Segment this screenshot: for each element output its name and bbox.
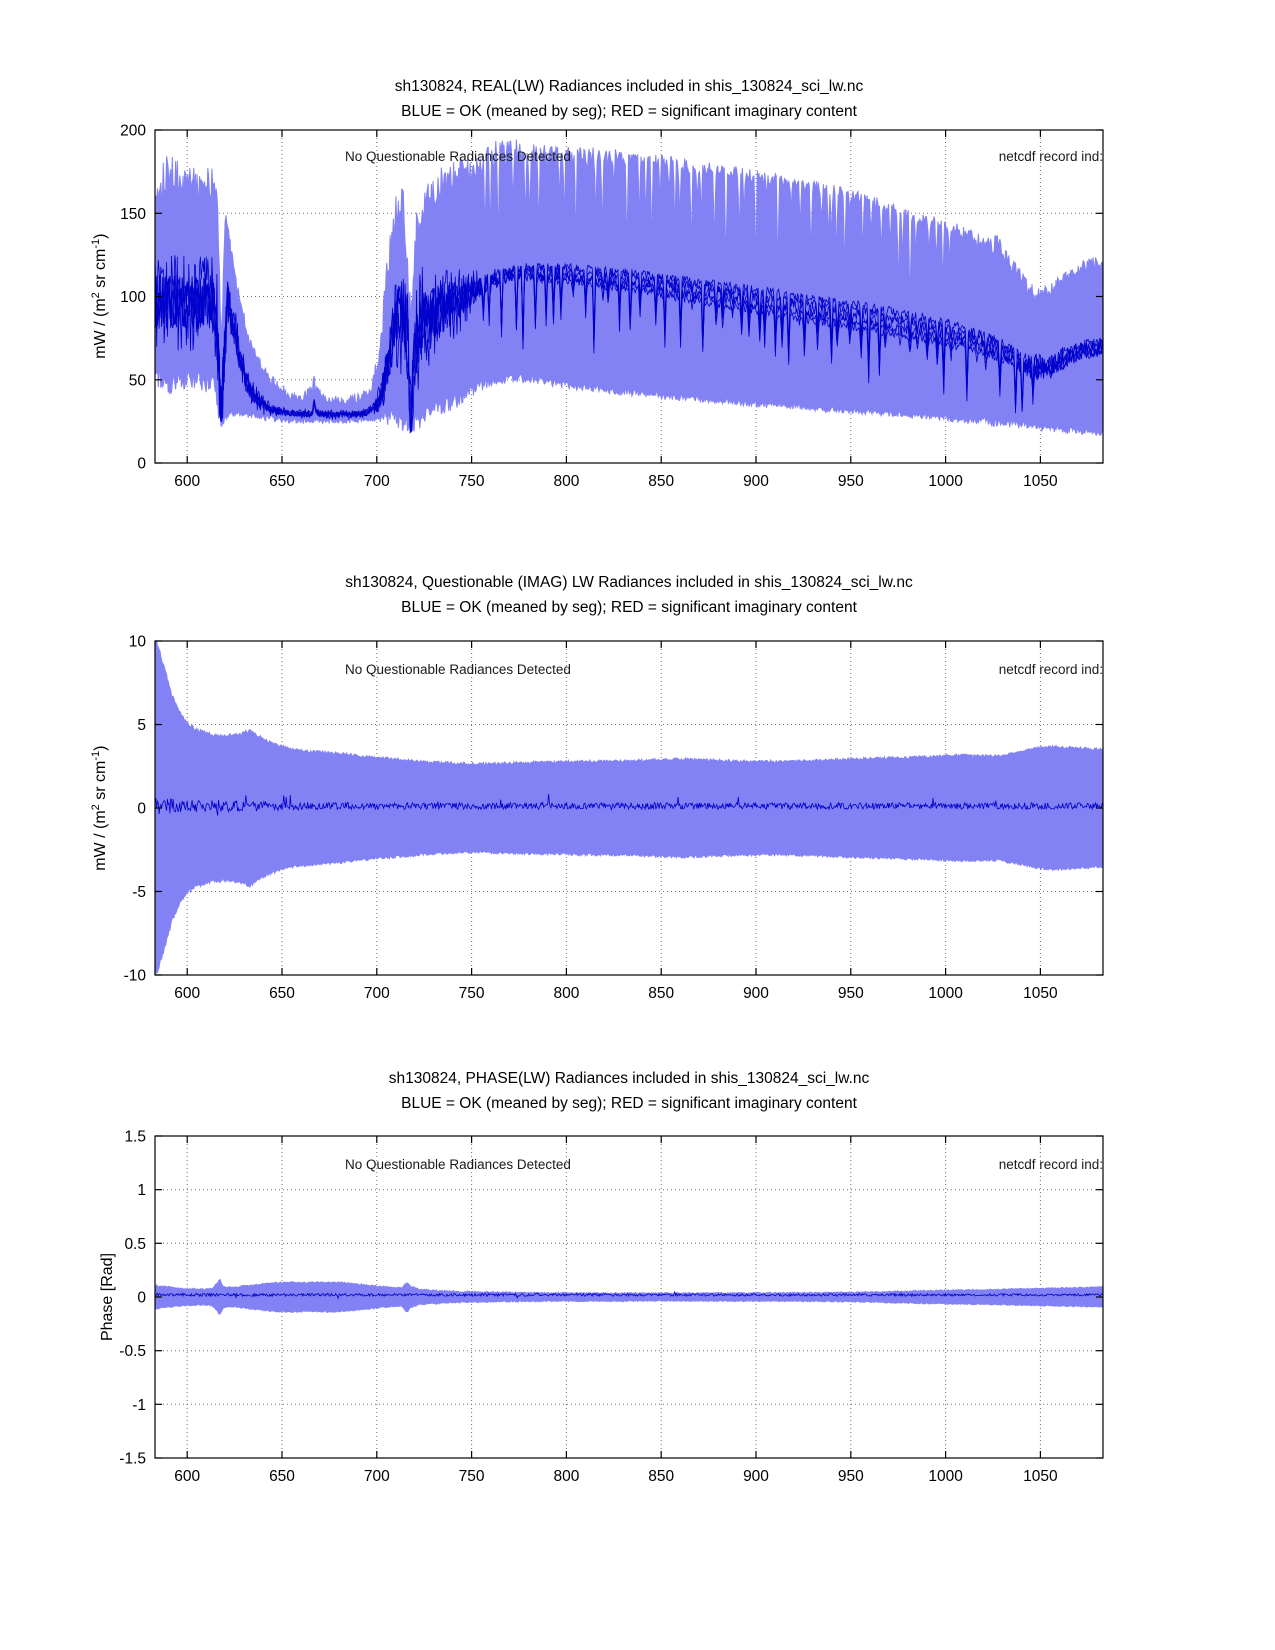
svg-text:950: 950 xyxy=(837,473,864,490)
plot1-ylabel-sup: 2 xyxy=(89,292,102,299)
svg-text:600: 600 xyxy=(174,1468,201,1485)
svg-text:700: 700 xyxy=(363,473,390,490)
svg-text:900: 900 xyxy=(743,473,769,490)
plot1-ylabel-post: ) xyxy=(92,233,110,239)
svg-text:150: 150 xyxy=(120,205,146,223)
svg-text:1000: 1000 xyxy=(928,473,963,490)
plot1-ylabel-mid: sr cm xyxy=(92,248,110,293)
svg-text:900: 900 xyxy=(743,1468,769,1485)
svg-text:650: 650 xyxy=(269,1468,295,1485)
svg-text:200: 200 xyxy=(120,122,146,140)
plot2-ylabel-mid: sr cm xyxy=(92,760,110,805)
svg-text:0: 0 xyxy=(137,1289,146,1307)
plot2-ylabel xyxy=(90,658,110,958)
plot3-annotation-right: netcdf record ind: xyxy=(998,1157,1103,1172)
svg-text:700: 700 xyxy=(363,985,390,1002)
svg-text:600: 600 xyxy=(174,473,201,490)
svg-text:100: 100 xyxy=(120,289,146,306)
plot1-title-block xyxy=(155,74,1103,124)
panel-3 xyxy=(119,1129,1103,1486)
plot1-ylabel-text: mW / (m xyxy=(92,298,110,359)
svg-text:-1.5: -1.5 xyxy=(119,1450,146,1468)
plot2-ylabel-post: ) xyxy=(92,745,110,751)
plot2-title-block xyxy=(155,570,1103,620)
svg-text:650: 650 xyxy=(269,985,295,1002)
svg-text:10: 10 xyxy=(128,633,146,651)
svg-text:50: 50 xyxy=(128,372,146,390)
svg-text:950: 950 xyxy=(837,985,864,1002)
svg-text:600: 600 xyxy=(174,985,201,1002)
svg-text:1050: 1050 xyxy=(1023,473,1058,490)
plot2-ylabel-text: mW / (m xyxy=(92,810,110,871)
plot2-subtitle: BLUE = OK (meaned by seg); RED = significant imaginary content xyxy=(401,599,857,616)
plot2-annotation-right: netcdf record ind: xyxy=(998,662,1103,677)
svg-text:1050: 1050 xyxy=(1023,985,1058,1002)
svg-text:850: 850 xyxy=(648,1468,675,1485)
svg-text:0: 0 xyxy=(137,455,146,473)
svg-text:-5: -5 xyxy=(132,884,146,901)
svg-text:5: 5 xyxy=(137,717,146,734)
plot1-annotation-right: netcdf record ind: xyxy=(998,149,1103,164)
svg-text:1000: 1000 xyxy=(928,1468,963,1485)
svg-text:1.5: 1.5 xyxy=(124,1128,146,1146)
plot3-title-block xyxy=(155,1066,1103,1116)
plot3-annotation-left: No Questionable Radiances Detected xyxy=(345,1157,571,1172)
svg-text:1050: 1050 xyxy=(1023,1468,1058,1485)
panel-2 xyxy=(124,634,1103,1003)
panel-1 xyxy=(120,123,1103,491)
svg-text:800: 800 xyxy=(553,1468,580,1485)
svg-text:-1: -1 xyxy=(132,1396,146,1414)
svg-text:0: 0 xyxy=(137,800,146,818)
svg-text:850: 850 xyxy=(648,473,675,490)
svg-text:1: 1 xyxy=(137,1182,146,1200)
plot1-title: sh130824, REAL(LW) Radiances included in shis_130824_sci_lw.nc xyxy=(394,78,864,95)
svg-text:0.5: 0.5 xyxy=(124,1235,146,1253)
plot1-annotation-left: No Questionable Radiances Detected xyxy=(345,149,571,164)
plot3-subtitle: BLUE = OK (meaned by seg); RED = significant imaginary content xyxy=(401,1095,857,1112)
plot2-ylabel-sup: 2 xyxy=(89,804,102,811)
svg-text:750: 750 xyxy=(458,473,485,490)
plot1-subtitle: BLUE = OK (meaned by seg); RED = significant imaginary content xyxy=(401,103,857,120)
plot1-ylabel-sup2: -1 xyxy=(89,238,102,249)
svg-text:800: 800 xyxy=(553,473,580,490)
plot2-ylabel-sup2: -1 xyxy=(89,750,102,761)
svg-text:750: 750 xyxy=(458,1468,485,1485)
svg-text:-0.5: -0.5 xyxy=(119,1343,146,1361)
svg-text:700: 700 xyxy=(363,1468,390,1485)
svg-text:900: 900 xyxy=(743,985,769,1002)
svg-text:750: 750 xyxy=(458,985,485,1002)
svg-text:-10: -10 xyxy=(123,967,146,985)
plot3-ylabel: Phase [Rad] xyxy=(99,1252,116,1342)
svg-text:650: 650 xyxy=(269,473,295,490)
svg-text:800: 800 xyxy=(553,985,580,1002)
plot1-ylabel xyxy=(90,146,110,446)
plot2-title: sh130824, Questionable (IMAG) LW Radiances included in shis_130824_sci_lw.nc xyxy=(345,574,913,591)
svg-text:1000: 1000 xyxy=(928,985,963,1002)
plot3-title: sh130824, PHASE(LW) Radiances included in shis_130824_sci_lw.nc xyxy=(388,1070,870,1087)
svg-text:850: 850 xyxy=(648,985,675,1002)
plot2-annotation-left: No Questionable Radiances Detected xyxy=(345,662,571,677)
svg-text:950: 950 xyxy=(837,1468,864,1485)
